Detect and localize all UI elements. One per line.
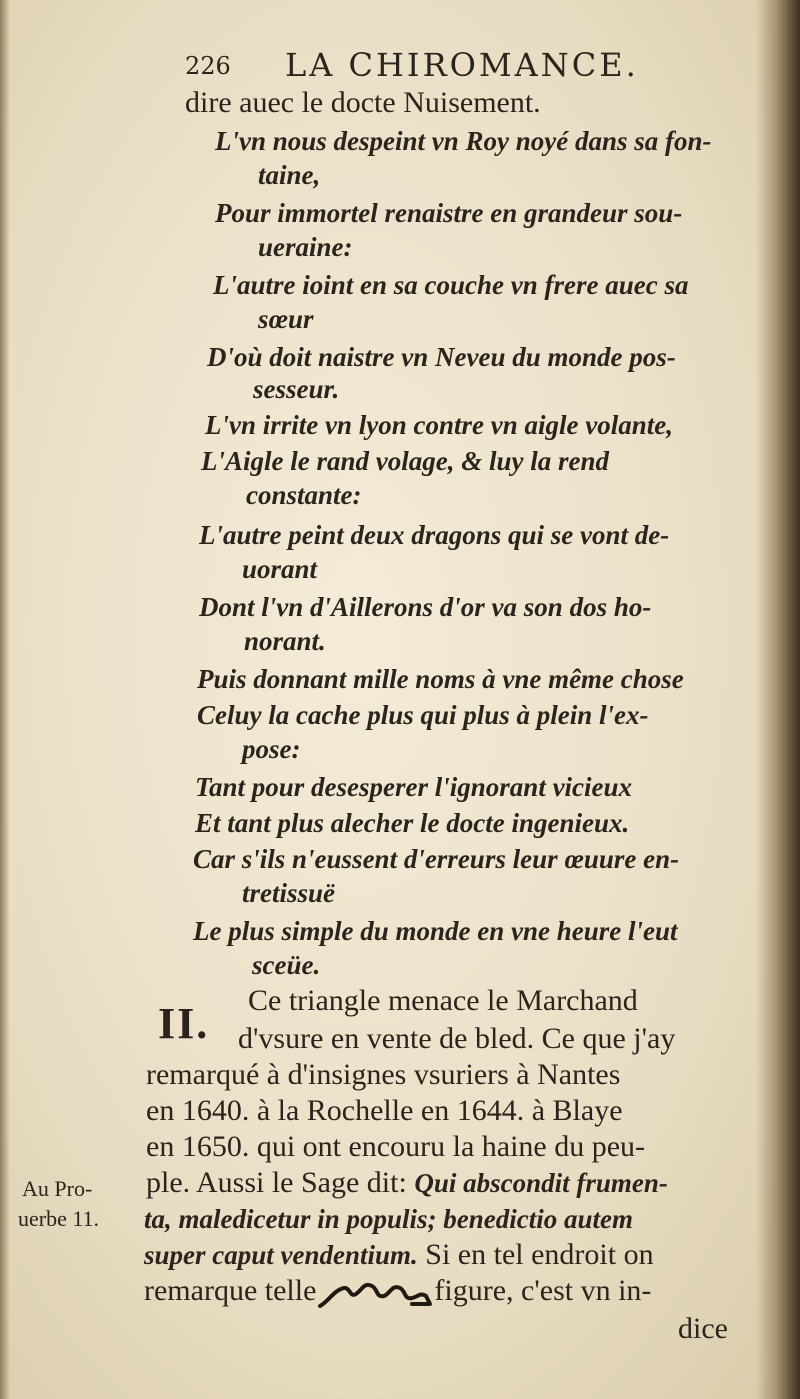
palm-line-figure — [316, 1276, 434, 1310]
paragraph-line — [144, 1276, 651, 1310]
paragraph-line — [144, 1240, 654, 1270]
latin-quote: Qui abscondit frumen- — [414, 1168, 668, 1198]
verse-line: pose: — [242, 734, 301, 764]
paragraph-line — [146, 1168, 668, 1198]
verse-line: L'autre peint deux dragons qui se vont de- — [199, 520, 670, 550]
paragraph-line: d'vsure en vente de bled. Ce que j'ay — [238, 1022, 676, 1055]
paragraph-line: en 1640. à la Rochelle en 1644. à Blaye — [146, 1094, 623, 1127]
verse-line: Dont l'vn d'Aillerons d'or va son dos ho- — [199, 592, 652, 622]
section-numeral: II. — [158, 999, 210, 1048]
verse-line: L'vn nous despeint vn Roy noyé dans sa fon- — [215, 126, 712, 156]
paragraph-text: Si en tel endroit on — [417, 1238, 654, 1271]
verse-line: taine, — [258, 160, 321, 190]
page-header — [185, 44, 665, 84]
verse-line: sesseur. — [253, 374, 340, 404]
verse-line: L'vn irrite vn lyon contre vn aigle volante, — [205, 410, 673, 440]
intro-line: dire auec le docte Nuisement. — [185, 86, 541, 119]
verse-line: tretissuë — [242, 878, 336, 908]
verse-line: constante: — [246, 480, 362, 510]
verse-line: norant. — [244, 626, 326, 656]
margin-note: Au Pro- — [22, 1176, 93, 1201]
paragraph-line: remarqué à d'insignes vsuriers à Nantes — [146, 1058, 621, 1091]
paragraph-text: ple. Aussi le Sage dit: — [146, 1166, 415, 1199]
verse-line: Celuy la cache plus qui plus à plein l'ex- — [197, 700, 649, 730]
verse-line: Le plus simple du monde en vne heure l'eut — [193, 916, 678, 946]
paragraph-text: remarque telle — [144, 1274, 317, 1307]
verse-line: sceüe. — [252, 950, 321, 980]
verse-line: sœur — [258, 304, 314, 334]
paragraph-line: en 1650. qui ont encouru la haine du peu- — [146, 1130, 646, 1163]
margin-note: uerbe 11. — [18, 1206, 100, 1231]
paragraph-text: figure, c'est vn in- — [434, 1274, 652, 1307]
verse-line: uorant — [242, 554, 318, 584]
paragraph-line: dice — [678, 1312, 728, 1345]
verse-line: Car s'ils n'eussent d'erreurs leur œuure en- — [193, 844, 680, 874]
verse-line: Pour immortel renaistre en grandeur sou- — [215, 198, 683, 228]
verse-line: L'autre ioint en sa couche vn frere auec sa — [213, 270, 689, 300]
page-gutter-shadow — [756, 0, 800, 1399]
paragraph-line: Ce triangle menace le Marchand — [248, 984, 638, 1017]
latin-quote-line: ta, maledicetur in populis; benedictio autem — [144, 1204, 633, 1234]
latin-quote: super caput vendentium. — [144, 1240, 418, 1270]
verse-line: Et tant plus alecher le docte ingenieux. — [195, 808, 630, 838]
page-number: 226 — [185, 52, 231, 80]
verse-line: ueraine: — [258, 232, 353, 262]
verse-line: Tant pour desesperer l'ignorant vicieux — [195, 772, 633, 802]
verse-line: Puis donnant mille noms à vne même chose — [197, 664, 684, 694]
running-title: LA CHIROMANCE. — [285, 46, 639, 84]
verse-line: D'où doit naistre vn Neveu du monde pos- — [207, 342, 676, 372]
page-left-edge-shadow — [0, 0, 10, 1399]
verse-line: L'Aigle le rand volage, & luy la rend — [201, 446, 609, 476]
